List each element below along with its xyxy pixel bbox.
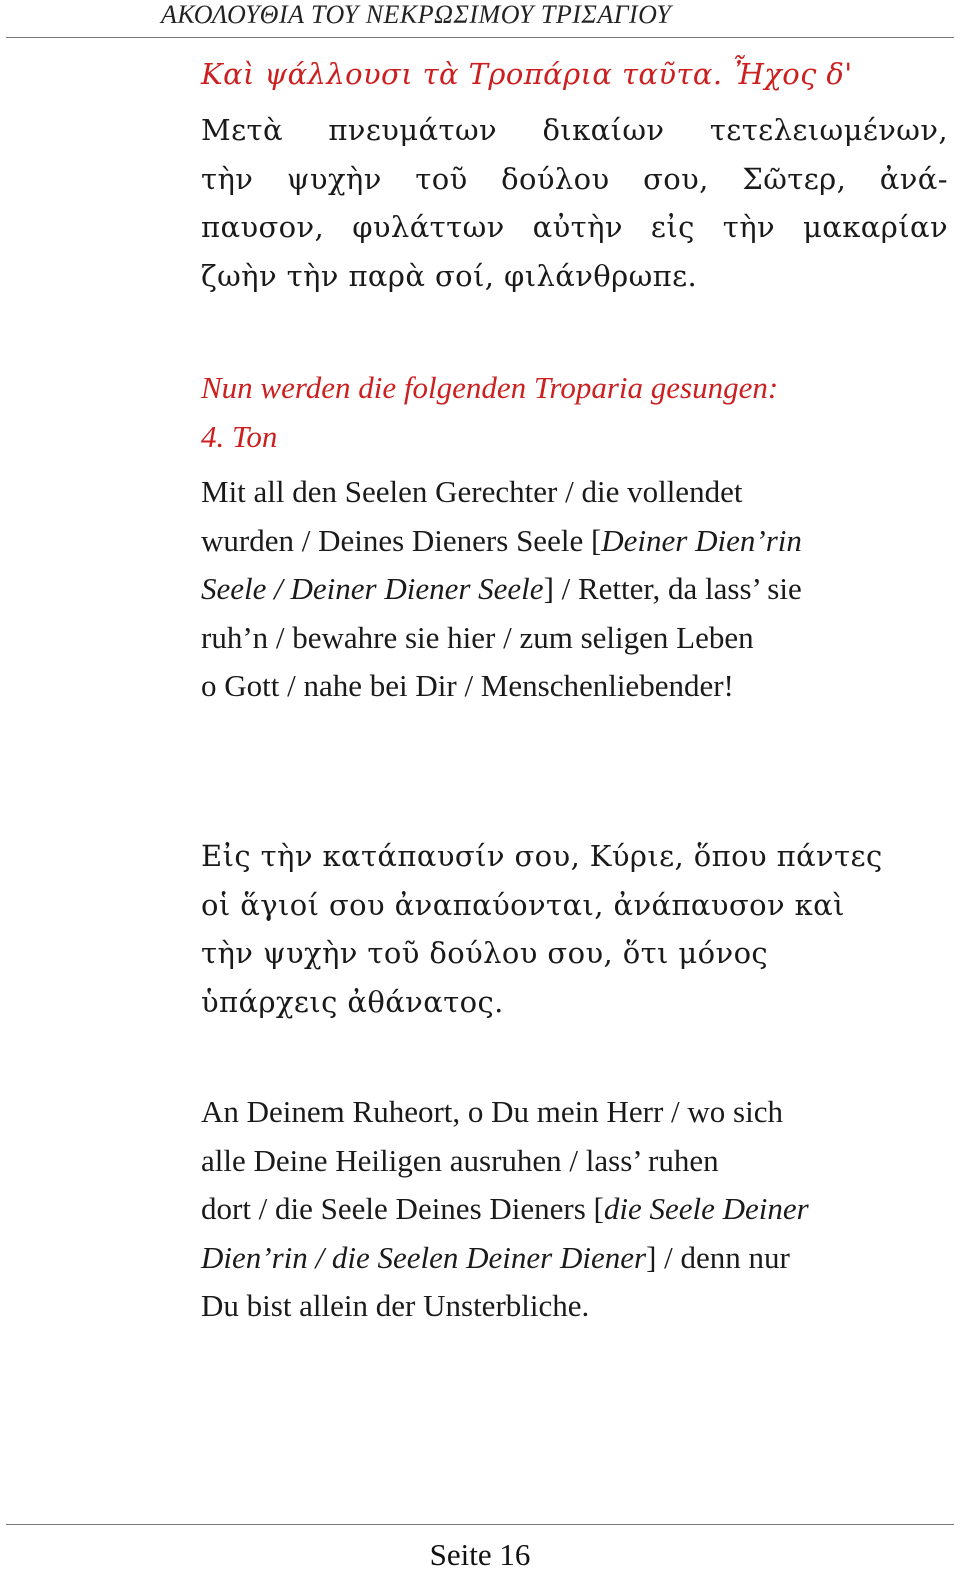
header-divider (6, 37, 954, 38)
variant-plural: Seele / Deiner Diener Seele (201, 571, 544, 606)
troparion-1-greek-line: τὴν ψυχὴν τοῦ δούλου σου, Σῶτερ, ἀνά- (201, 161, 948, 196)
running-title: ΑΚΟΛΟΥΘΙΑ ΤΟΥ ΝΕΚΡΩΣΙΜΟΥ ΤΡΙΣΑΓΙΟΥ (161, 0, 672, 29)
troparion-2-greek (201, 832, 948, 1026)
rubric-greek-text: Καὶ ψάλλουσι τὰ Τροπάρια ταῦτα. Ἦχος δ' (201, 57, 853, 91)
troparion-2-german-line: dort / die Seele Deines Dieners [die Seele Deiner (201, 1191, 809, 1226)
variant-feminine: die Seele Deiner (603, 1191, 809, 1226)
troparion-2-greek-line: ὑπάρχεις ἀθάνατος. (201, 984, 504, 1019)
troparion-2-greek-line: τὴν ψυχὴν τοῦ δούλου σου, ὅτι μόνος (201, 936, 769, 970)
troparion-2-german-line: An Deinem Ruheort, o Du mein Herr / wo sich (201, 1094, 783, 1129)
rubric-german-tone: 4. Ton (201, 418, 278, 454)
troparion-2-greek-line: οἱ ἅγιοί σου ἀναπαύονται, ἀνάπαυσον καὶ (201, 887, 845, 922)
troparion-1-greek-line: ζωὴν τὴν παρὰ σοί, φιλάνθρωπε. (201, 258, 698, 293)
rubric-greek (201, 50, 948, 99)
rubric-german-line-1: Nun werden die folgenden Troparia gesungen: (201, 370, 779, 405)
variant-feminine: Deiner Dien’rin (601, 522, 802, 558)
troparion-1-german-line: ruh’n / bewahre sie hier / zum seligen Leben (201, 619, 754, 655)
footer-divider (6, 1524, 954, 1525)
troparion-2-greek-line: Εἰς τὴν κατάπαυσίν σου, Κύριε, ὅπου πάντες (201, 839, 883, 873)
troparion-2-german (201, 1088, 948, 1331)
variant-plural: Dien’rin / die Seelen Deiner Diener (201, 1239, 647, 1275)
troparion-1-greek-line: Μετὰ πνευμάτων δικαίων τετελειωμένων, (201, 113, 948, 147)
troparion-1-german (201, 468, 948, 711)
troparion-1-german-line: o Gott / nahe bei Dir / Menschenliebender! (201, 668, 734, 703)
troparion-2-german-line: Dien’rin / die Seelen Deiner Diener] / denn nur (201, 1239, 790, 1275)
page-number: Seite 16 (429, 1537, 531, 1572)
troparion-1-greek-line: παυσον, φυλάττων αὐτὴν εἰς τὴν μακαρίαν (201, 210, 948, 244)
troparion-1-german-line: Mit all den Seelen Gerechter / die vollendet (201, 474, 743, 509)
rubric-german (201, 364, 948, 461)
troparion-1-german-line: Seele / Deiner Diener Seele] / Retter, da lass’ sie (201, 571, 802, 606)
troparion-2-german-line: Du bist allein der Unsterbliche. (201, 1288, 590, 1323)
troparion-1-german-line: wurden / Deines Dieners Seele [Deiner Dien’rin (201, 522, 802, 558)
troparion-2-german-line: alle Deine Heiligen ausruhen / lass’ ruhen (201, 1142, 719, 1178)
troparion-1-greek (201, 106, 948, 300)
